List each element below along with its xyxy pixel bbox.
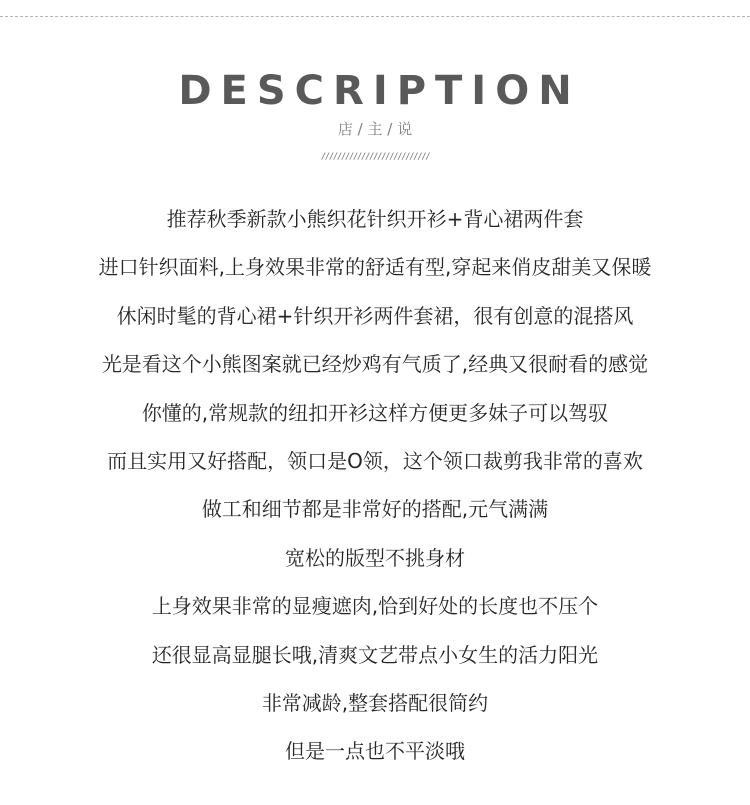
description-line: 做工和细节都是非常好的搭配,元气满满 (201, 497, 549, 522)
slash-divider: /////////////////////////// (320, 152, 430, 162)
description-line: 上身效果非常的显瘦遮肉,恰到好处的长度也不压个 (151, 594, 599, 619)
description-line: 你懂的,常规款的纽扣开衫这样方便更多妹子可以驾驭 (141, 400, 609, 425)
description-line: 而且实用又好搭配，领口是O领，这个领口裁剪我非常的喜欢 (107, 448, 643, 473)
description-text-block (0, 200, 750, 781)
description-line: 但是一点也不平淡哦 (285, 739, 465, 764)
description-line: 推荐秋季新款小熊织花针织开衫+背心裙两件套 (166, 207, 584, 231)
description-line: 宽松的版型不挑身材 (285, 545, 465, 570)
description-line: 非常减龄,整套搭配很简约 (261, 690, 489, 715)
description-line: 还很显高显腿长哦,清爽文艺带点小女生的活力阳光 (151, 642, 599, 667)
top-dashed-divider (0, 16, 750, 17)
description-line: 休闲时髦的背心裙+针织开衫两件套裙，很有创意的混搭风 (116, 303, 634, 328)
section-subtitle: 店 / 主 / 说 (337, 120, 413, 138)
description-line: 进口针织面料,上身效果非常的舒适有型,穿起来俏皮甜美又保暖 (98, 255, 652, 280)
section-title: DESCRIPTION (178, 68, 581, 114)
description-line: 光是看这个小熊图案就已经炒鸡有气质了,经典又很耐看的感觉 (101, 352, 649, 377)
